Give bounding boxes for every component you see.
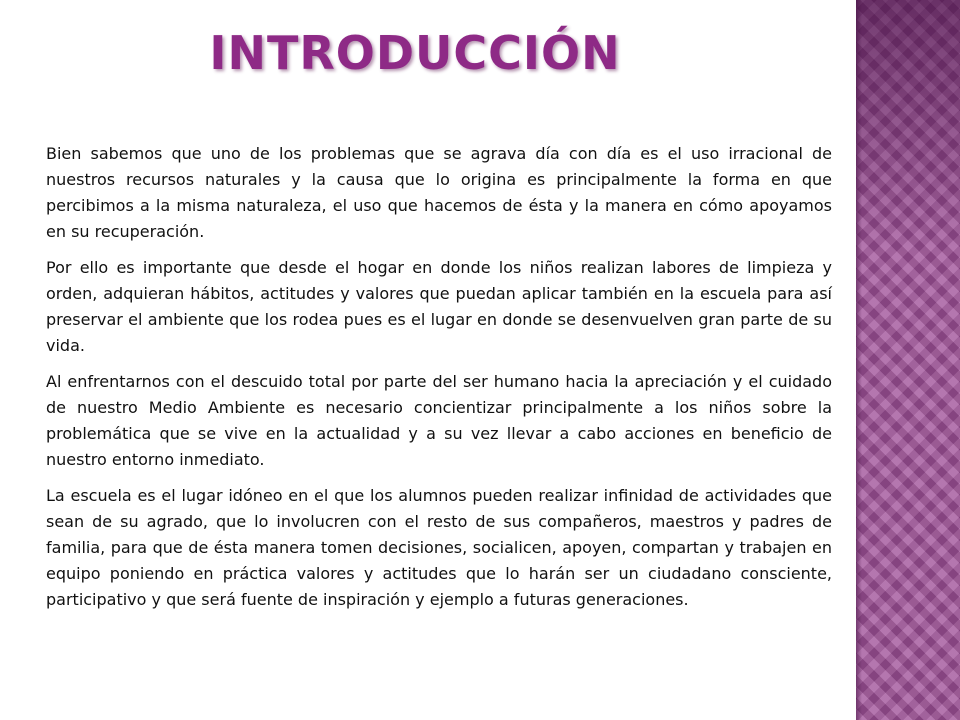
paragraph-3: Al enfrentarnos con el descuido total por parte del ser humano hacia la apreciación y el cuidado de nuestro Medio Ambiente es necesario concientizar principalmente a los niños sobre la problemática que se vive en la actualidad y a su vez llevar a cabo acciones en beneficio de nuestro entorno inmediato. [46, 372, 832, 469]
side-band-shade [856, 0, 960, 720]
paragraph-4: La escuela es el lugar idóneo en el que los alumnos pueden realizar infinidad de actividades que sean de su agrado, que lo involucren con el resto de sus compañeros, maestros y padres de familia, para que de ésta manera tomen decisiones, socialicen, apoyen, compartan y trabajen en equipo poniendo en práctica valores y actitudes que lo harán ser un ciudadano consciente, participativo y que será fuente de inspiración y ejemplo a futuras generaciones. [46, 486, 832, 609]
slide-title: INTRODUCCIÓN [209, 26, 621, 80]
paragraph-1: Bien sabemos que uno de los problemas que se agrava día con día es el uso irracional de nuestros recursos naturales y la causa que lo origina es principalmente la forma en que percibimos a la misma naturaleza, el uso que hacemos de ésta y la manera en cómo apoyamos en su recuperación. [46, 144, 832, 241]
paragraph-2: Por ello es importante que desde el hogar en donde los niños realizan labores de limpieza y orden, adquieran hábitos, actitudes y valores que puedan aplicar también en la escuela para así preservar el ambiente que los rodea pues es el lugar en donde se desenvuelven gran parte de su vida. [46, 258, 832, 355]
side-band-edge [856, 0, 862, 720]
decorative-side-band [856, 0, 960, 720]
slide-body [46, 141, 832, 623]
